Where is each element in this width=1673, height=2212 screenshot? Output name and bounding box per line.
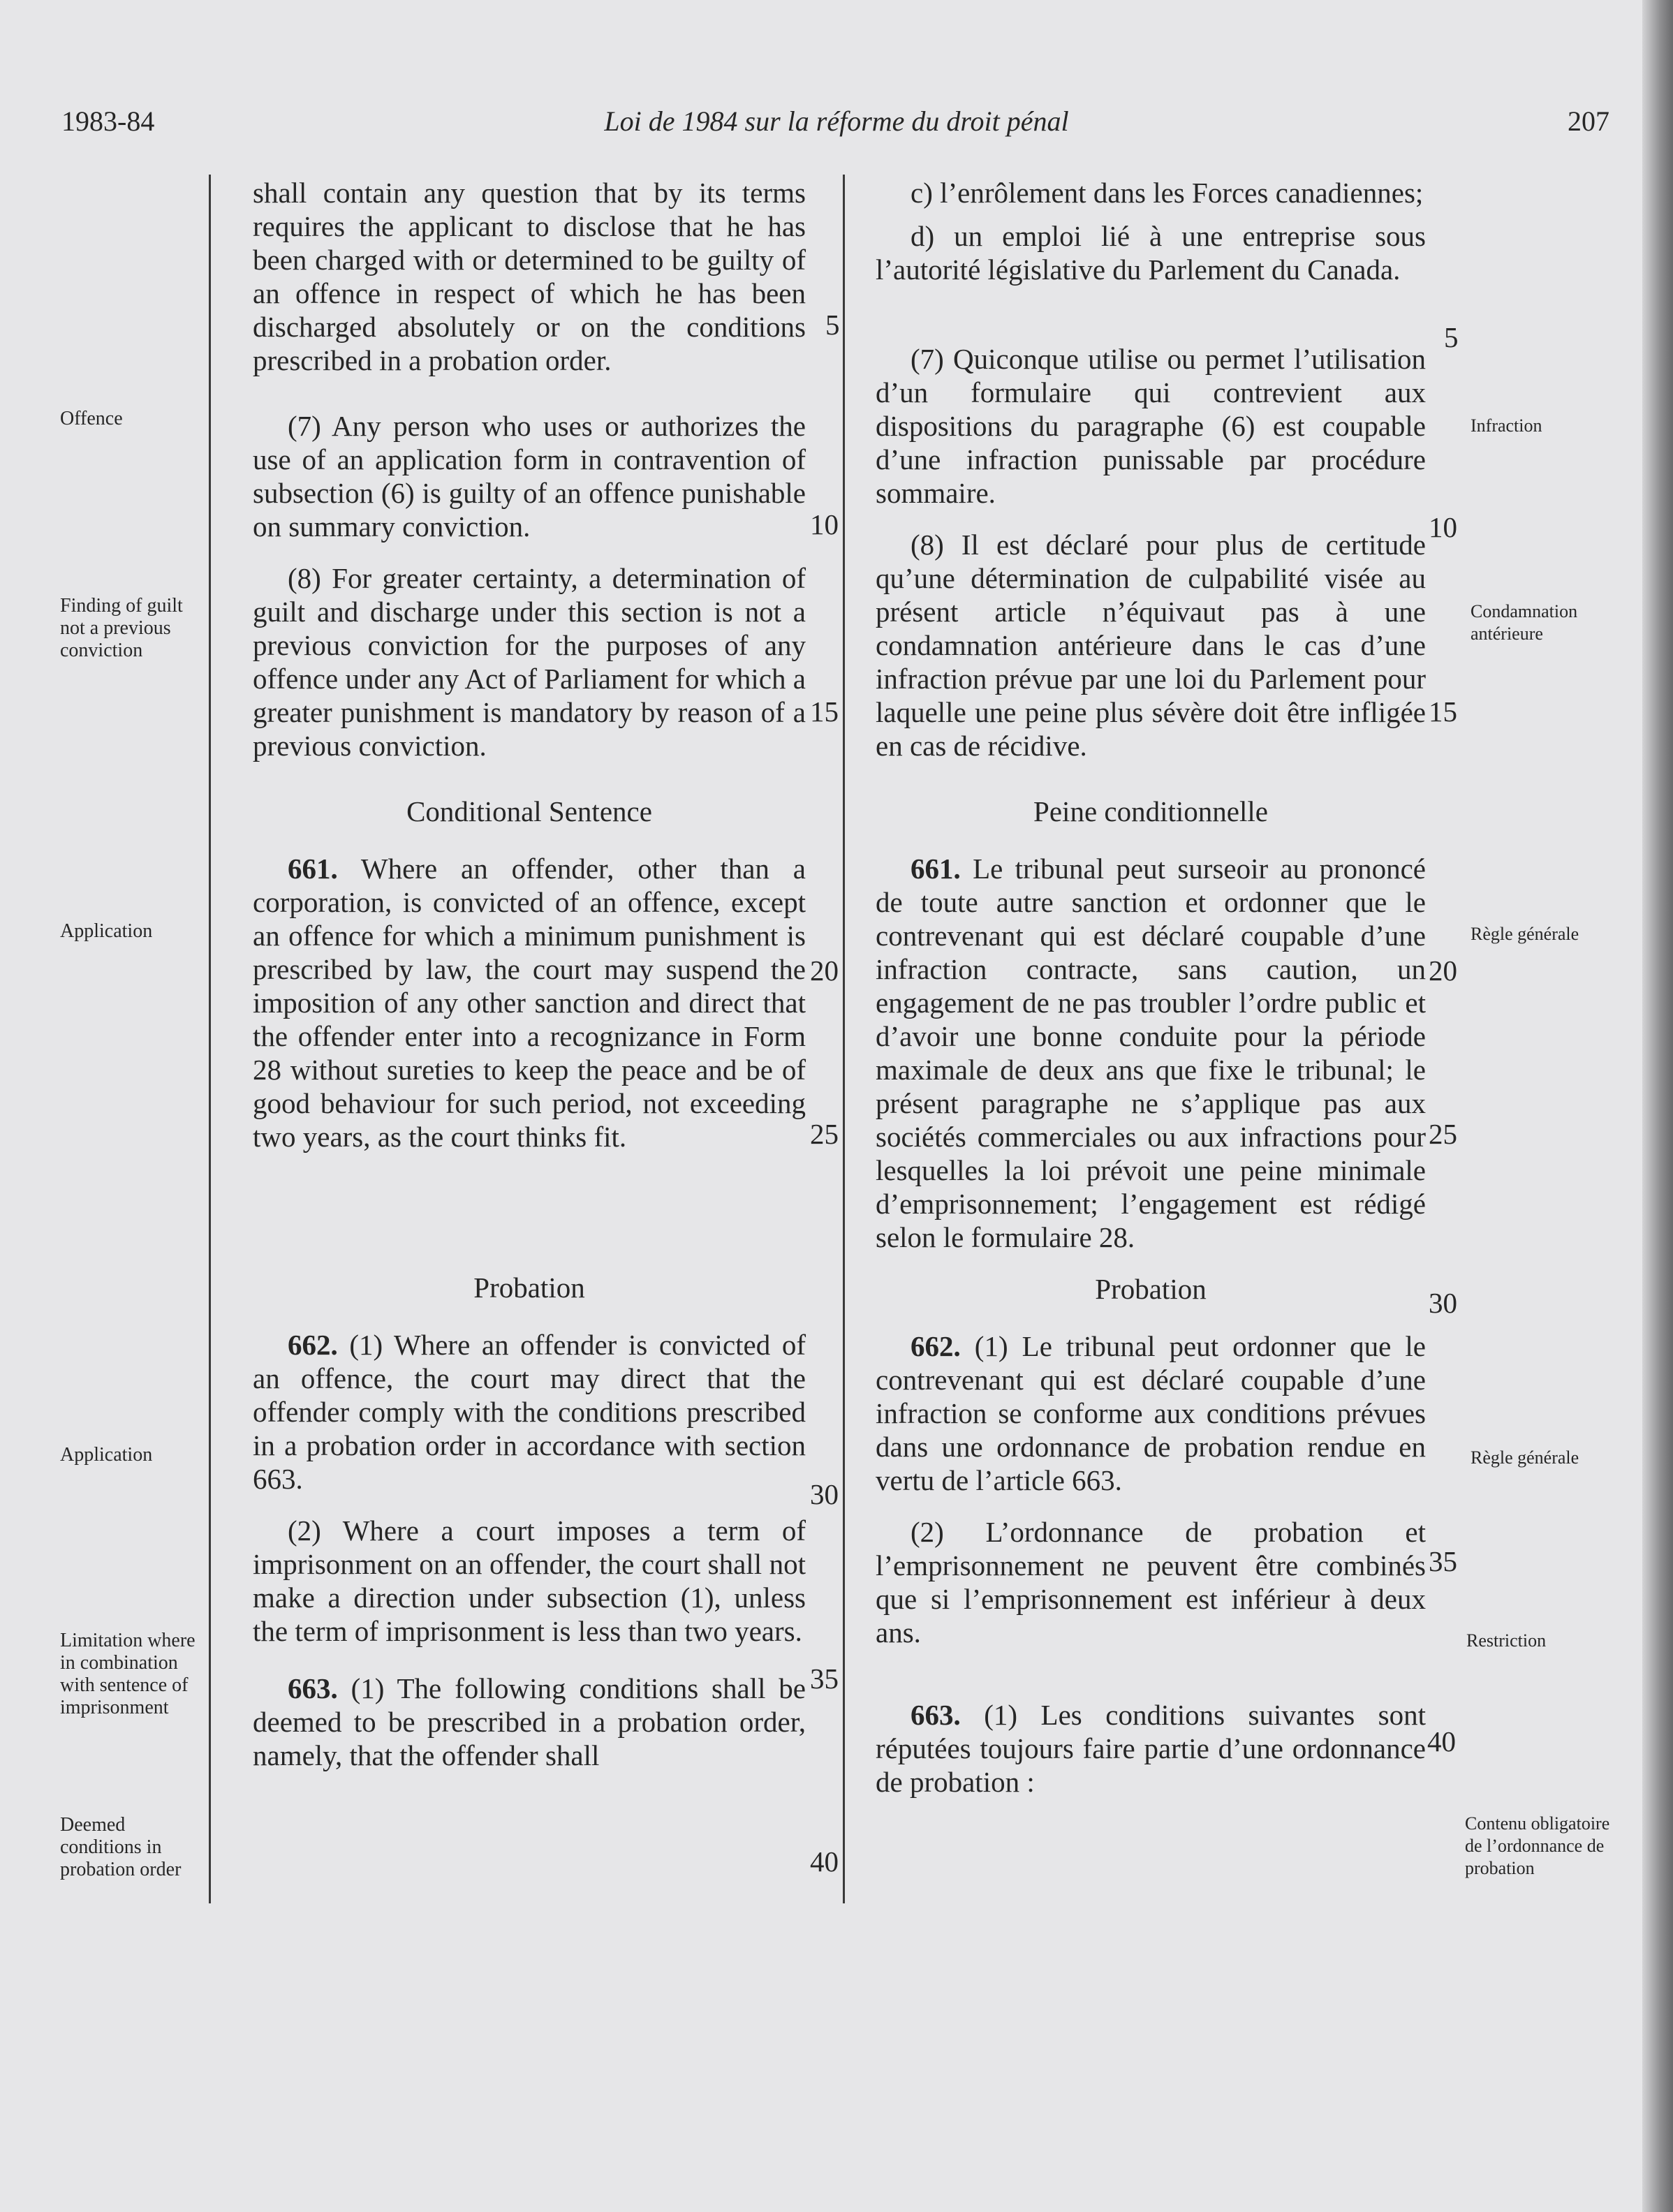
line-number-fr-40: 40	[1427, 1725, 1456, 1757]
line-number-en-5: 5	[825, 309, 840, 341]
english-section-662-number: 662.	[288, 1329, 338, 1361]
french-section-662-1-text: (1) Le tribunal peut ordonner que le contrevenant qui est déclaré coupable d’une infraction se conforme aux conditions prévues dans une ordonnance de probation rendue en vertu de l’article 663.	[876, 1330, 1427, 1496]
margin-note-offence: Offence	[60, 408, 123, 429]
margin-note-infraction: Infraction	[1471, 415, 1542, 436]
header-title: Loi de 1984 sur la réforme du droit pénal	[604, 105, 1069, 137]
french-subsection-7: (7) Quiconque utilise ou permet l’utilisation d’un formulaire qui contrevient aux dispositions du paragraphe (6) est coupable d’une infraction punissable par procédure sommaire.	[876, 343, 1426, 509]
line-number-en-10: 10	[810, 508, 839, 540]
margin-note-contenu: Contenu obligatoire de l’ordonnance de probation	[1465, 1813, 1610, 1878]
french-section-661-text: Le tribunal peut surseoir au prononcé de toute autre sanction et ordonner que le contrevenant qui est déclaré coupable d’une infraction contracte, sans caution, un engagement de ne pas troubler l’ordre public et d’avoir une bonne conduite pour la période maximale de deux ans que fixe le tribunal; le présent paragraphe ne s’applique pas aux sociétés commerciales ou aux infractions pour lesquelles la loi prévoit une peine minimale d’emprisonnement; l’engagement est rédigé selon le formulaire 28.	[876, 853, 1426, 1253]
margin-note-limitation: Limitation where in combination with sentence of imprisonment	[60, 1630, 196, 1718]
margin-note-condamnation: Condamnation antérieure	[1471, 601, 1578, 644]
margin-note-regle-generale-661: Règle générale	[1471, 924, 1579, 944]
english-section-661-number: 661.	[288, 853, 338, 885]
french-heading-probation: Probation	[1095, 1273, 1207, 1305]
english-heading-conditional-sentence: Conditional Sentence	[406, 795, 652, 827]
header-years: 1983-84	[61, 105, 155, 137]
english-column	[253, 176, 806, 1772]
line-number-en-30: 30	[810, 1478, 839, 1510]
french-column	[876, 176, 1426, 1799]
line-number-fr-25: 25	[1429, 1118, 1457, 1150]
line-number-fr-10: 10	[1429, 511, 1457, 543]
french-section-663-1	[876, 1698, 1426, 1799]
line-number-fr-30: 30	[1429, 1287, 1457, 1319]
line-number-en-25: 25	[810, 1118, 839, 1150]
page-number: 207	[1568, 105, 1609, 137]
english-heading-probation: Probation	[473, 1271, 585, 1304]
line-number-fr-5: 5	[1444, 321, 1459, 353]
french-section-662-2: (2) L’ordonnance de probation et l’emprisonnement ne peuvent être combinés que si l’emprisonnement est inférieur à deux ans.	[876, 1516, 1426, 1649]
french-section-663-1-text: (1) Les conditions suivantes sont réputées toujours faire partie d’une ordonnance de probation :	[876, 1699, 1426, 1798]
french-section-661	[876, 852, 1426, 1254]
english-section-661-text: Where an offender, other than a corporation, is convicted of an offence, except an offence for which a minimum punishment is prescribed by law, the court may suspend the imposition of any other sanction and direct that the offender enter into a recognizance in Form 28 without sureties to keep the peace and be of good behaviour for such period, not exceeding two years, as the court thinks fit.	[253, 853, 806, 1153]
line-number-en-20: 20	[810, 954, 839, 987]
english-subsection-8: (8) For greater certainty, a determination of guilt and discharge under this section is not a previous conviction for the purposes of any offence under any Act of Parliament for which a greater punishment is mandatory by reason of a previous conviction.	[253, 562, 806, 762]
english-section-661	[253, 852, 806, 1153]
french-item-c: c) l’enrôlement dans les Forces canadiennes;	[911, 177, 1424, 209]
english-section-663-number: 663.	[288, 1672, 338, 1704]
french-section-662-number: 662.	[911, 1330, 961, 1362]
margin-note-finding-of-guilt: Finding of guilt not a previous conviction	[60, 595, 183, 661]
page-edge-shadow	[1642, 0, 1673, 2212]
english-section-663-1-text: (1) The following conditions shall be deemed to be prescribed in a probation order, namely, that the offender shall	[253, 1672, 806, 1771]
margin-note-application-662: Application	[60, 1444, 153, 1466]
line-number-fr-35: 35	[1429, 1545, 1457, 1577]
margin-note-application-661: Application	[60, 920, 153, 942]
english-section-662-1-text: (1) Where an offender is convicted of an offence, the court may direct that the offender comply with the conditions prescribed in a probation order in accordance with section 663.	[253, 1329, 806, 1495]
line-number-en-15: 15	[810, 695, 839, 728]
english-paragraph-continuation: shall contain any question that by its terms requires the applicant to disclose that he has been charged with or determined to be guilty of an offence in respect of which he has been discharged absolutely or on the conditions prescribed in a probation order.	[253, 177, 806, 376]
english-section-663-1	[253, 1672, 806, 1772]
french-item-d: d) un emploi lié à une entreprise sous l’autorité législative du Parlement du Canada.	[876, 220, 1426, 286]
french-heading-peine-conditionnelle: Peine conditionnelle	[1033, 795, 1268, 827]
margin-note-deemed-conditions: Deemed conditions in probation order	[60, 1814, 182, 1880]
line-number-en-40: 40	[810, 1845, 839, 1878]
margin-note-regle-generale-662: Règle générale	[1471, 1447, 1579, 1468]
french-subsection-8: (8) Il est déclaré pour plus de certitude qu’une détermination de culpabilité visée au présent article n’équivaut pas à une condamnation antérieure dans le cas d’une infraction prévue par une loi du Parlement pour laquelle une peine plus sévère doit être infligée en cas de récidive.	[876, 529, 1426, 762]
french-section-661-number: 661.	[911, 853, 961, 885]
line-number-en-35: 35	[810, 1662, 839, 1695]
english-subsection-7: (7) Any person who uses or authorizes the use of an application form in contravention of subsection (6) is guilty of an offence punishable on summary conviction.	[253, 410, 806, 543]
french-section-663-number: 663.	[911, 1699, 961, 1731]
english-section-662-2: (2) Where a court imposes a term of imprisonment on an offender, the court shall not make a direction under subsection (1), unless the term of imprisonment is less than two years.	[253, 1514, 806, 1647]
margin-note-restriction: Restriction	[1466, 1630, 1547, 1651]
french-section-662-1	[876, 1329, 1426, 1497]
line-number-fr-20: 20	[1429, 954, 1457, 987]
english-section-662-1	[253, 1328, 806, 1496]
line-number-fr-15: 15	[1429, 695, 1457, 728]
center-column-rule	[843, 175, 845, 1903]
